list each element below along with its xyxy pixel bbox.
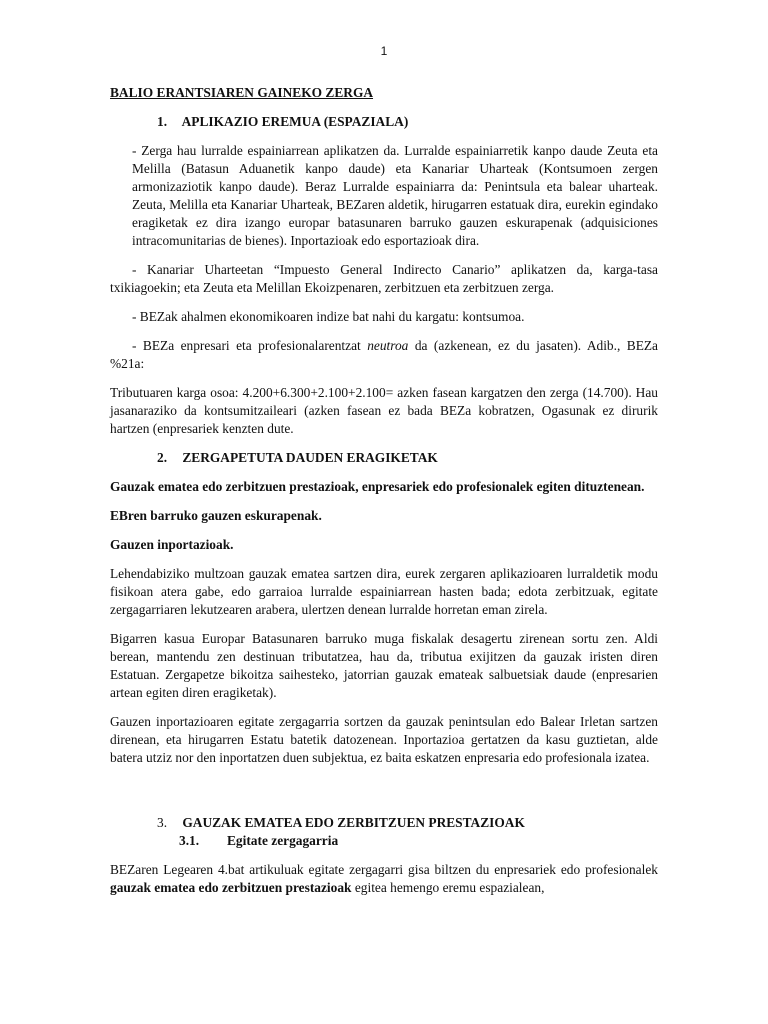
section-2-title: ZERGAPETUTA DAUDEN ERAGIKETAK xyxy=(182,450,438,465)
section-3-number: 3. xyxy=(157,815,168,830)
section-3-text-start: BEZaren Legearen 4.bat artikuluak egitate zergagarri gisa biltzen du enpresariek edo profesionalek xyxy=(110,862,658,877)
section-3-paragraph-1 xyxy=(110,861,658,897)
spacer xyxy=(110,778,658,814)
subsection-3-1-number: 3.1. xyxy=(179,833,200,848)
section-2-bold-item-1: Gauzak ematea edo zerbitzuen prestazioak, enpresariek edo profesionalek egiten dituztenean. xyxy=(110,479,645,494)
section-1-paragraph-1: - Zerga hau lurralde espainiarrean aplikatzen da. Lurralde espainiarretik kanpo daude Zeuta eta Melilla (Batasun Aduanetik kanpo daude) eta Kanariar Uharteak (Kontsumoen zergen armonizaziotik kanpo daude). Beraz Lurralde espainiarra da: Penintsula eta balear uharteak. Zeuta, Melilla eta Kanariar Uharteak, BEZaren aldetik, hirugarren estatuak dira, eurekin egindako eragiketak ez dira izango europar batasunaren barruko gauzen eskurapenak (adquisiciones intracomunitarias de bienes). Inportazioak edo esportazioak dira. xyxy=(132,143,658,248)
section-3-bold-term: gauzak ematea edo zerbitzuen prestazioak xyxy=(110,880,352,895)
section-3-heading xyxy=(110,814,658,832)
subsection-3-1-title: Egitate zergagarria xyxy=(227,833,339,848)
document-title: BALIO ERANTSIAREN GAINEKO ZERGA xyxy=(110,85,374,100)
section-1-title: APLIKAZIO EREMUA (ESPAZIALA) xyxy=(181,114,409,129)
paragraph-4-text-start: - BEZa enpresari eta profesionalarentzat xyxy=(132,338,368,353)
section-2-paragraph-3: Gauzen inportazioaren egitate zergagarria sortzen da gauzak penintsulan edo Balear Irletan sartzen direnean, eta hirugarren Estatu batetik datozenean. Inportazioa gertatzen da kasu guztietan, alde batera utziz nor den inportatzen duen subjektua, ez baita eskatzen enpresaria edo profesionala izatea. xyxy=(110,714,658,765)
section-2-paragraph-1: Lehendabiziko multzoan gauzak ematea sartzen dira, eurek zergaren aplikazioaren lurraldetik modu fisikoan atera gabe, edo garraioa lurralde espainiarrean hasten bada; edota zerbitzuak, egitate zergagarriaren lekutzearen arabera, ulertzen denean lurralde horretan eman zirela. xyxy=(110,566,658,617)
section-1-paragraph-3: - BEZak ahalmen ekonomikoaren indize bat nahi du kargatu: kontsumoa. xyxy=(132,309,525,324)
section-2-bold-item-3: Gauzen inportazioak. xyxy=(110,537,234,552)
section-1-heading xyxy=(110,113,658,131)
section-2-paragraph-2: Bigarren kasua Europar Batasunaren barruko muga fiskalak desagertu zirenean sortu zen. Aldi berean, mantendu zen destinuan tributatzea, hau da, tributua exijitzen da gauzak iristen diren Estatuan. Zergapetze bikoitza saihesteko, jatorrian gauzak emateak salbuetsiak daude (enpresarien artean egiten diren eragiketak). xyxy=(110,631,658,700)
section-2-bold-item-2: EBren barruko gauzen eskurapenak. xyxy=(110,508,322,523)
section-1-number: 1. xyxy=(157,114,168,129)
section-1-paragraph-5: Tributuaren karga osoa: 4.200+6.300+2.100+2.100= azken fasean kargatzen den zerga (14.700). Hau jasanaraziko da kontsumitzaileari (azken fasean ez bada BEZa kobratzen, Ogasunak ez dirurik hartzen (enpresariek kenzten dute. xyxy=(110,385,658,436)
page-number: 1 xyxy=(380,44,388,58)
section-2-heading xyxy=(110,449,658,467)
section-3-text-end: egitea hemengo eremu espazialean, xyxy=(351,880,545,895)
document-body xyxy=(110,84,658,908)
section-2-number: 2. xyxy=(157,450,168,465)
section-1-paragraph-2: - Kanariar Uharteetan “Impuesto General Indirecto Canario” aplikatzen da, karga-tasa txikiagoekin; eta Zeuta eta Melillan Ekoizpenaren, zerbitzuen eta zerbitzuen zerga. xyxy=(110,262,658,295)
paragraph-4-text-end: da (azkenean, ez du jasaten). Adib., BEZa %21a: xyxy=(110,338,658,371)
paragraph-4-italic-term: neutroa xyxy=(367,338,409,353)
section-3-title: GAUZAK EMATEA EDO ZERBITZUEN PRESTAZIOAK xyxy=(182,815,525,830)
section-1-paragraph-4 xyxy=(110,337,658,373)
subsection-3-1-heading xyxy=(110,832,658,850)
